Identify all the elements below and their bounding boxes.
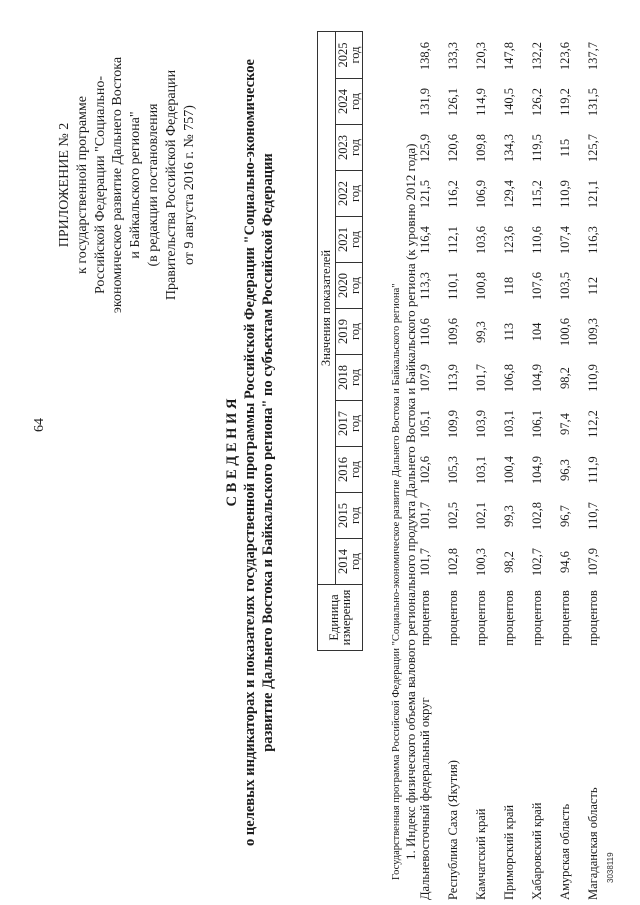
table-body (418, 33, 614, 900)
value-cell: 110,9 (558, 180, 572, 208)
value-cell: 133,3 (446, 41, 460, 71)
year-suffix: год (348, 460, 362, 479)
value-cell: 110,1 (446, 272, 460, 300)
value-cell: 101,7 (418, 547, 432, 577)
value-cell: 98,2 (558, 367, 572, 389)
value-cell: 140,5 (502, 87, 516, 117)
program-row: Государственная программа Российской Федерации "Социально-экономическое развитие Дальнего Востока и Байкальского региона" (391, 283, 402, 880)
value-cell: 123,6 (502, 225, 516, 255)
value-cell: 96,7 (558, 505, 572, 527)
year-header (336, 78, 362, 124)
value-cell: 107,6 (530, 271, 544, 301)
value-cell: 116,4 (418, 226, 432, 254)
value-cell: 147,8 (502, 41, 516, 71)
year-suffix: год (348, 92, 362, 111)
value-cell: 109,8 (474, 133, 488, 163)
value-cell: 126,2 (530, 87, 544, 117)
year-label: 2023 (335, 135, 350, 160)
value-cell: 101,7 (474, 363, 488, 393)
value-cell: 121,5 (418, 179, 432, 209)
table-row (446, 33, 474, 900)
region-cell: Приморский край (502, 804, 516, 900)
year-suffix: год (348, 368, 362, 387)
unit-cell: процентов (502, 590, 516, 646)
table-row (530, 33, 558, 900)
value-cell: 102,7 (530, 547, 544, 577)
appendix-line: от 9 августа 2016 г. № 757) (181, 105, 197, 265)
year-label: 2024 (335, 89, 350, 114)
value-cell: 115 (558, 138, 572, 158)
value-cell: 107,9 (418, 363, 432, 393)
year-suffix: год (348, 552, 362, 571)
value-cell: 107,9 (586, 547, 600, 577)
year-label: 2020 (335, 273, 350, 298)
value-cell: 101,7 (418, 501, 432, 531)
appendix-line: (в редакции постановления (145, 103, 161, 267)
values-group-header (318, 32, 336, 584)
value-cell: 107,4 (558, 225, 572, 255)
table-row (502, 33, 530, 900)
year-header (336, 32, 362, 78)
value-cell: 96,3 (558, 459, 572, 481)
appendix-line: экономическое развитие Дальнего Востока (110, 56, 126, 314)
year-label: 2022 (335, 181, 350, 206)
document-title-line: о целевых индикаторах и показателях государственной программы Российской Федерации "Социально-экономическое (242, 59, 258, 846)
table-row (418, 33, 446, 900)
value-cell: 125,7 (586, 133, 600, 163)
value-cell: 105,3 (446, 455, 460, 485)
value-cell: 106,1 (530, 409, 544, 439)
value-cell: 114,9 (474, 88, 488, 116)
year-suffix: год (348, 184, 362, 203)
appendix-line: к государственной программе (74, 96, 90, 274)
unit-cell: процентов (474, 590, 488, 646)
value-cell: 109,3 (586, 317, 600, 347)
year-suffix: год (348, 322, 362, 341)
value-cell: 137,7 (586, 41, 600, 71)
value-cell: 121,1 (586, 179, 600, 209)
year-label: 2019 (335, 319, 350, 344)
value-cell: 102,5 (446, 501, 460, 531)
value-cell: 99,3 (474, 321, 488, 343)
value-cell: 120,6 (446, 133, 460, 163)
document-code: 3038119 (606, 852, 615, 883)
unit-cell: процентов (446, 590, 460, 646)
value-cell: 134,3 (502, 133, 516, 163)
year-label: 2018 (335, 365, 350, 390)
value-cell: 131,5 (586, 87, 600, 117)
value-cell: 126,1 (446, 87, 460, 117)
value-cell: 123,6 (558, 41, 572, 71)
value-cell: 105,1 (418, 409, 432, 439)
value-cell: 100,4 (502, 455, 516, 485)
value-cell: 100,3 (474, 547, 488, 577)
value-cell: 119,2 (558, 88, 572, 116)
value-cell: 125,9 (418, 133, 432, 163)
value-cell: 118 (502, 276, 516, 296)
value-cell: 103,6 (474, 225, 488, 255)
unit-column-header-label: Единица измерения (326, 589, 353, 646)
value-cell: 102,8 (530, 501, 544, 531)
value-cell: 116,2 (446, 180, 460, 208)
value-cell: 112,2 (586, 410, 600, 438)
value-cell: 109,9 (446, 409, 460, 439)
value-cell: 111,9 (586, 456, 600, 484)
value-cell: 98,2 (502, 551, 516, 573)
value-cell: 110,7 (586, 502, 600, 530)
value-cell: 116,3 (586, 226, 600, 254)
value-cell: 113,3 (418, 272, 432, 300)
region-cell: Дальневосточный федеральный округ (418, 697, 432, 900)
unit-cell: процентов (558, 590, 572, 646)
value-cell: 112 (586, 276, 600, 296)
appendix-line: Правительства Российской Федерации (163, 69, 179, 301)
value-cell: 103,1 (502, 409, 516, 439)
unit-cell: процентов (418, 590, 432, 646)
year-suffix: год (348, 230, 362, 249)
year-header (336, 538, 362, 584)
values-group-header-label: Значения показателей (319, 249, 334, 367)
unit-cell: процентов (530, 590, 544, 646)
table-row (474, 33, 502, 900)
value-cell: 99,3 (502, 505, 516, 527)
year-header (336, 446, 362, 492)
year-suffix: год (348, 138, 362, 157)
year-label: 2021 (335, 227, 350, 252)
year-label: 2025 (335, 42, 350, 68)
region-cell: Амурская область (558, 803, 572, 900)
appendix-line: Российской Федерации "Социально- (92, 76, 108, 295)
value-cell: 131,9 (418, 87, 432, 117)
value-cell: 129,4 (502, 179, 516, 209)
year-header (336, 400, 362, 446)
value-cell: 103,9 (474, 409, 488, 439)
year-suffix: год (348, 276, 362, 295)
appendix-line: и Байкальского региона" (128, 111, 144, 259)
value-cell: 102,1 (474, 501, 488, 531)
unit-cell: процентов (586, 590, 600, 646)
region-cell: Камчатский край (474, 808, 488, 900)
value-cell: 103,5 (558, 271, 572, 301)
document-title (223, 10, 277, 895)
year-header (336, 308, 362, 354)
region-cell: Магаданская область (586, 787, 600, 900)
value-cell: 113,9 (446, 364, 460, 392)
year-suffix: год (348, 506, 362, 525)
document-title-line: развитие Дальнего Востока и Байкальского региона" по субъектам Российской Федерации (260, 153, 276, 752)
value-cell: 104,9 (530, 455, 544, 485)
region-cell: Республика Саха (Якутия) (446, 760, 460, 900)
value-cell: 102,6 (418, 455, 432, 485)
value-cell: 110,9 (586, 364, 600, 392)
value-cell: 110,6 (530, 226, 544, 254)
year-suffix: год (348, 46, 362, 64)
value-cell: 104 (530, 322, 544, 342)
value-cell: 109,6 (446, 317, 460, 347)
page-number: 64 (32, 418, 47, 432)
appendix-block (56, 40, 198, 330)
value-cell: 110,6 (418, 318, 432, 346)
year-label: 2015 (335, 503, 350, 528)
year-header (336, 262, 362, 308)
document-heading: С В Е Д Е Н И Я (224, 398, 240, 507)
value-cell: 103,1 (474, 455, 488, 485)
year-header (336, 354, 362, 400)
value-cell: 102,8 (446, 547, 460, 577)
value-cell: 97,4 (558, 413, 572, 435)
value-cell: 120,3 (474, 41, 488, 71)
year-label: 2017 (335, 411, 350, 436)
value-cell: 106,9 (474, 179, 488, 209)
year-header (336, 124, 362, 170)
indicator-row: 1. Индекс физического объема валового регионального продукта Дальнего Востока и Байкальского региона (к уровню 2012 года) (403, 143, 418, 860)
year-header (336, 216, 362, 262)
year-label: 2014 (335, 549, 350, 574)
value-cell: 100,8 (474, 271, 488, 301)
unit-column-header (318, 584, 362, 650)
value-cell: 115,2 (530, 180, 544, 208)
table-header (317, 31, 363, 651)
region-cell: Хабаровский край (530, 802, 544, 900)
value-cell: 94,6 (558, 551, 572, 573)
value-cell: 119,5 (530, 134, 544, 162)
value-cell: 106,8 (502, 363, 516, 393)
year-header (336, 170, 362, 216)
value-cell: 112,1 (446, 226, 460, 254)
table-row (586, 33, 614, 900)
appendix-title: ПРИЛОЖЕНИЕ № 2 (57, 122, 72, 248)
value-cell: 113 (502, 322, 516, 342)
value-cell: 132,2 (530, 41, 544, 71)
year-suffix: год (348, 414, 362, 433)
value-cell: 104,9 (530, 363, 544, 393)
value-cell: 100,6 (558, 317, 572, 347)
year-header (336, 492, 362, 538)
year-label: 2016 (335, 457, 350, 482)
table-row (558, 33, 586, 900)
value-cell: 138,6 (418, 41, 432, 71)
